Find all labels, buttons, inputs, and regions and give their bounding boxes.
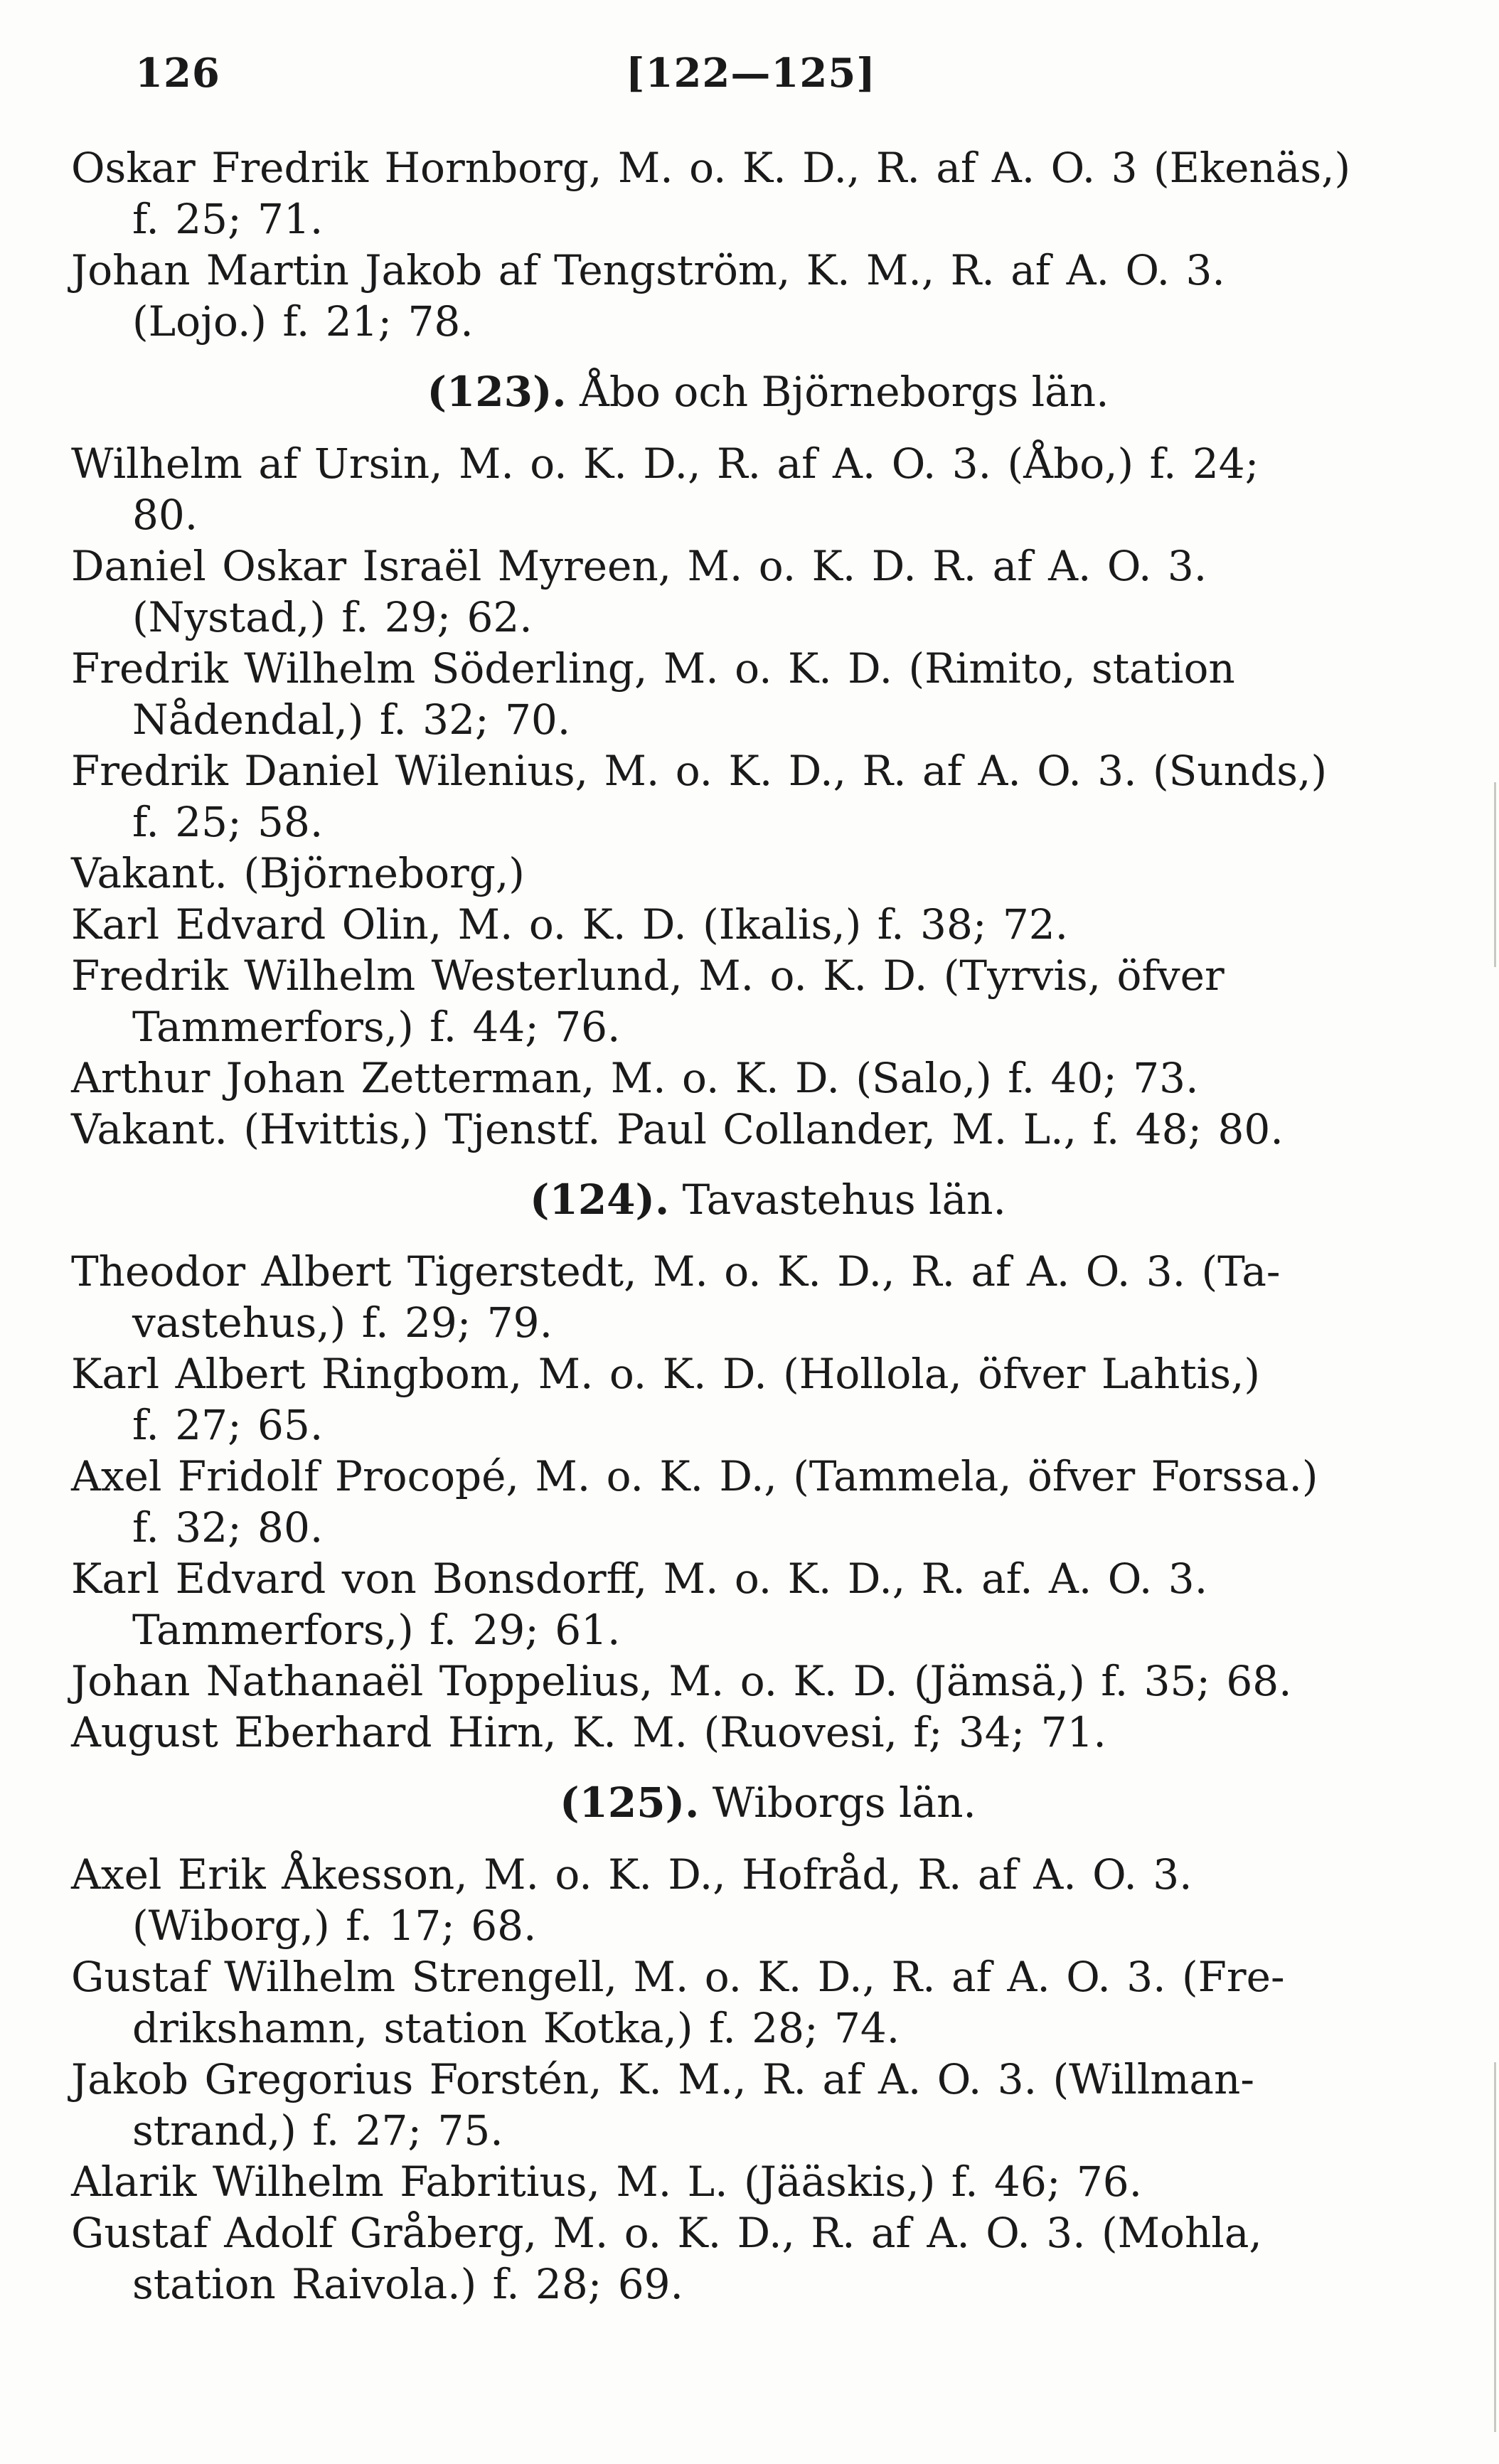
section-number: (124).	[530, 1175, 670, 1224]
entry-line: Alarik Wilhelm Fabritius, M. L. (Jääskis,) f. 46; 76.	[71, 2158, 1143, 2206]
entry-continuation-line: f. 25; 71.	[132, 195, 324, 243]
page-header	[0, 50, 1499, 107]
entry-continuation-line: Nådendal,) f. 32; 70.	[132, 695, 571, 744]
entry-line: Fredrik Wilhelm Westerlund, M. o. K. D. (Tyrvis, öfver	[71, 951, 1225, 1000]
entry-continuation-line: (Wiborg,) f. 17; 68.	[132, 1902, 537, 1950]
entry-line: Vakant. (Hvittis,) Tjenstf. Paul Collander, M. L., f. 48; 80.	[71, 1105, 1284, 1153]
entry-continuation-line: f. 32; 80.	[132, 1503, 324, 1552]
entry-continuation-line: 80.	[132, 491, 198, 539]
entry-continuation-line: drikshamn, station Kotka,) f. 28; 74.	[132, 2004, 900, 2052]
entry-line: Axel Erik Åkesson, M. o. K. D., Hofråd, R. af A. O. 3.	[71, 1850, 1193, 1899]
entry-line: Karl Albert Ringbom, M. o. K. D. (Hollola, öfver Lahtis,)	[71, 1350, 1261, 1398]
entry-line: Fredrik Wilhelm Söderling, M. o. K. D. (Rimito, station	[71, 644, 1235, 693]
entry-line: Vakant. (Björneborg,)	[71, 849, 525, 897]
page-number: 126	[135, 50, 220, 97]
entry-line: Fredrik Daniel Wilenius, M. o. K. D., R. af A. O. 3. (Sunds,)	[71, 747, 1328, 795]
section-heading	[71, 361, 1465, 422]
entry-continuation-line: (Nystad,) f. 29; 62.	[132, 593, 533, 641]
section-title: Wiborgs län.	[712, 1778, 976, 1827]
entry-line: Daniel Oskar Israël Myreen, M. o. K. D. R. af A. O. 3.	[71, 542, 1207, 590]
section-title: Åbo och Björneborgs län.	[580, 368, 1109, 416]
entry-line: Gustaf Wilhelm Strengell, M. o. K. D., R. af A. O. 3. (Fre-	[71, 1953, 1285, 2001]
section-number: (125).	[560, 1778, 700, 1827]
section-heading	[71, 1772, 1465, 1833]
entry-continuation-line: Tammerfors,) f. 29; 61.	[132, 1606, 621, 1654]
entry-continuation-line: station Raivola.) f. 28; 69.	[132, 2260, 683, 2308]
entry-continuation-line: f. 25; 58.	[132, 798, 324, 846]
entry-line: Jakob Gregorius Forstén, K. M., R. af A. O. 3. (Willman-	[71, 2055, 1254, 2103]
page-edge-shadow	[1494, 782, 1496, 967]
entry-line: Axel Fridolf Procopé, M. o. K. D., (Tammela, öfver Forssa.)	[71, 1452, 1318, 1500]
section-title: Tavastehus län.	[682, 1175, 1006, 1224]
entry-continuation-line: strand,) f. 27; 75.	[132, 2106, 503, 2155]
entry-continuation-line: Tammerfors,) f. 44; 76.	[132, 1003, 621, 1051]
page-body	[71, 142, 1465, 2310]
entry-line: Johan Martin Jakob af Tengström, K. M., R. af A. O. 3.	[71, 246, 1225, 294]
entry-line: Johan Nathanaël Toppelius, M. o. K. D. (Jämsä,) f. 35; 68.	[71, 1657, 1292, 1705]
entry-line: August Eberhard Hirn, K. M. (Ruovesi, f; 34; 71.	[71, 1708, 1106, 1756]
entry-line: Oskar Fredrik Hornborg, M. o. K. D., R. af A. O. 3 (Ekenäs,)	[71, 144, 1351, 192]
page-range: [122—125]	[626, 50, 876, 97]
entry-line: Arthur Johan Zetterman, M. o. K. D. (Salo,) f. 40; 73.	[71, 1054, 1199, 1102]
entry-line: Karl Edvard Olin, M. o. K. D. (Ikalis,) f. 38; 72.	[71, 900, 1069, 949]
entry-line: Karl Edvard von Bonsdorff, M. o. K. D., R. af. A. O. 3.	[71, 1554, 1208, 1603]
entry-line: Theodor Albert Tigerstedt, M. o. K. D., R. af A. O. 3. (Ta-	[71, 1247, 1281, 1296]
page-edge-shadow	[1494, 2062, 1496, 2432]
section-heading	[71, 1169, 1465, 1230]
entry-continuation-line: (Lojo.) f. 21; 78.	[132, 297, 474, 346]
entry-line: Wilhelm af Ursin, M. o. K. D., R. af A. O. 3. (Åbo,) f. 24;	[71, 439, 1259, 488]
entry-continuation-line: vastehus,) f. 29; 79.	[132, 1298, 553, 1347]
entry-line: Gustaf Adolf Gråberg, M. o. K. D., R. af A. O. 3. (Mohla,	[71, 2209, 1262, 2257]
entry-continuation-line: f. 27; 65.	[132, 1401, 324, 1449]
section-number: (123).	[427, 368, 567, 416]
